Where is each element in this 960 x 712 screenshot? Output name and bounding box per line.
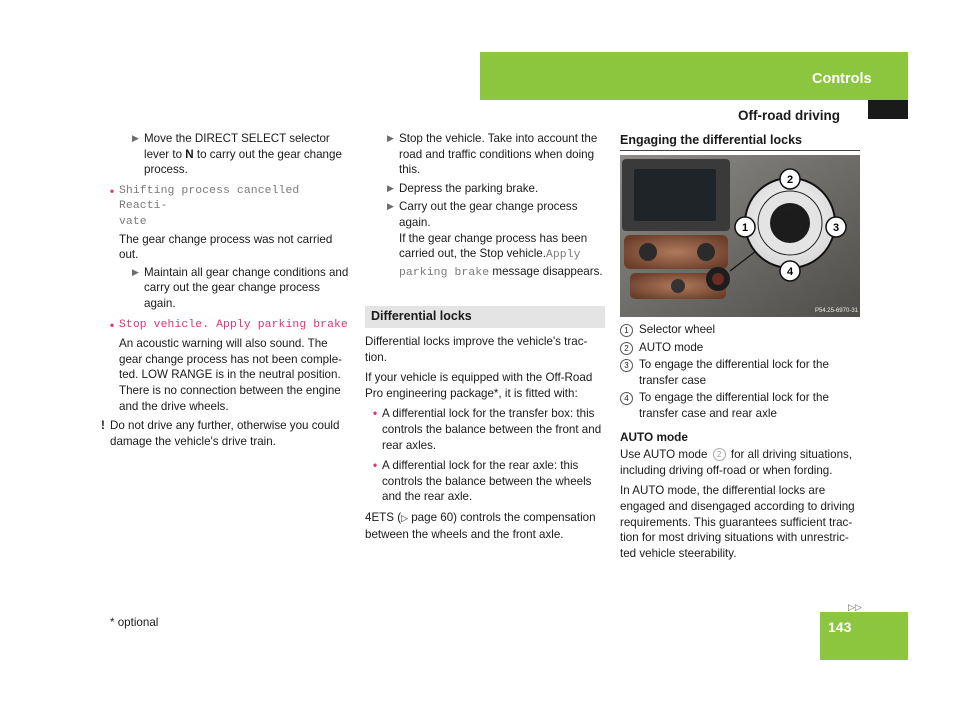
arrow-icon: ▶ <box>132 133 139 143</box>
bullet-icon: • <box>373 459 378 473</box>
svg-text:P54.25-6970-31: P54.25-6970-31 <box>814 308 858 314</box>
subsection-heading: Engaging the differential locks <box>620 133 802 147</box>
warning-note: ! Do not drive any further, otherwise you could damage the vehicle's drive train. <box>101 419 340 448</box>
callout-list <box>620 322 860 561</box>
ets-note: 4ETS (▷ page 60) controls the compensation between the wheels and the front axle. <box>365 510 596 541</box>
arrow-icon: ▶ <box>387 201 394 212</box>
step-parking-brake: ▶ Depress the parking brake. <box>387 181 539 195</box>
callout-3: 3 To engage the differential lock for the transfer case <box>620 357 860 388</box>
nav-screen <box>634 169 716 221</box>
auto-mode-description: In AUTO mode, the differential locks are engaged and disengaged according to driving requirements. This guarantees sufficient trac-tion for most driving situations with unrestric-ted vehicle steerability. <box>620 484 855 560</box>
svg-text:3: 3 <box>832 222 840 234</box>
step-repeat-process: ▶ Carry out the gear change process again. If the gear change process has been carried out, the Stop vehicle.Apply parking brake message disappears. <box>387 200 603 279</box>
bullet-icon: • <box>110 184 115 198</box>
step-move-selector: ▶ Move the DIRECT SELECT selector lever to N to carry out the gear change process. <box>132 132 342 177</box>
page-heading: Off-road driving <box>738 108 840 123</box>
column-1 <box>101 131 350 449</box>
step-maintain-conditions: ▶ Maintain all gear change conditions and carry out the gear change process again. <box>132 265 349 310</box>
section-title: Differential locks <box>371 309 472 323</box>
auto-mode-heading: AUTO mode <box>620 429 688 444</box>
arrow-icon: ▶ <box>132 266 139 277</box>
bullet-icon: • <box>373 407 378 421</box>
dashboard-photo <box>620 155 860 317</box>
callout-4: 4 To engage the differential lock for the transfer case and rear axle <box>620 390 860 421</box>
page-number: 143 <box>828 619 852 635</box>
svg-text:AUTO: AUTO <box>783 207 797 213</box>
section-tab-label: Controls <box>812 71 872 87</box>
dashboard-photo-svg <box>620 155 860 317</box>
callout-2: 2 AUTO mode <box>620 340 860 356</box>
heading-rule <box>620 150 860 151</box>
footnote: * optional <box>110 616 159 629</box>
bullet-icon: • <box>110 318 115 332</box>
page-ref-icon: ▷ <box>401 512 408 523</box>
bullet-transfer-box: • A differential lock for the transfer box: this controls the balance between the front and rear axles. <box>373 407 602 452</box>
message-stop-vehicle: • Stop vehicle. Apply parking brake An acoustic warning will also sound. The gear change process has not been comple-ted. LOW RANGE is in the neutral position. There is no connection between the engine and the drive wheels. <box>110 318 348 413</box>
arrow-icon: ▶ <box>387 182 394 193</box>
callout-1: 1 Selector wheel <box>620 322 860 338</box>
bullet-rear-axle: • A differential lock for the rear axle: this controls the balance between the wheels and the rear axle. <box>373 459 592 504</box>
column-2 <box>365 131 605 281</box>
svg-text:2: 2 <box>786 174 794 186</box>
continue-marker: ▷▷ <box>848 602 862 612</box>
svg-text:1: 1 <box>741 222 749 234</box>
arrow-icon: ▶ <box>387 133 394 143</box>
column-2-body: Differential locks improve the vehicle's trac-tion. If your vehicle is equipped with the Off-Road Pro engineering package*, it is fitted with: • A differential lock for the transfer box: this controls the balance between the front and rear axles. • A differential lock for the rear axle: this controls the balance between the wheels and the rear axle. 4ETS (▷ page 60) controls the compensation between the wheels and the front axle. <box>365 334 605 542</box>
auto-mode-usage: Use AUTO mode 2 for all driving situations, including driving off-road or when fording. <box>620 448 853 477</box>
warning-icon: ! <box>101 419 105 433</box>
heading-marker <box>868 100 908 119</box>
svg-text:4: 4 <box>786 266 794 278</box>
step-stop-vehicle: ▶ Stop the vehicle. Take into account the road and traffic conditions when doing this. <box>387 132 598 177</box>
message-shifting-cancelled: • Shifting process cancelled Reacti- vate The gear change process was not carried out. <box>110 184 333 262</box>
